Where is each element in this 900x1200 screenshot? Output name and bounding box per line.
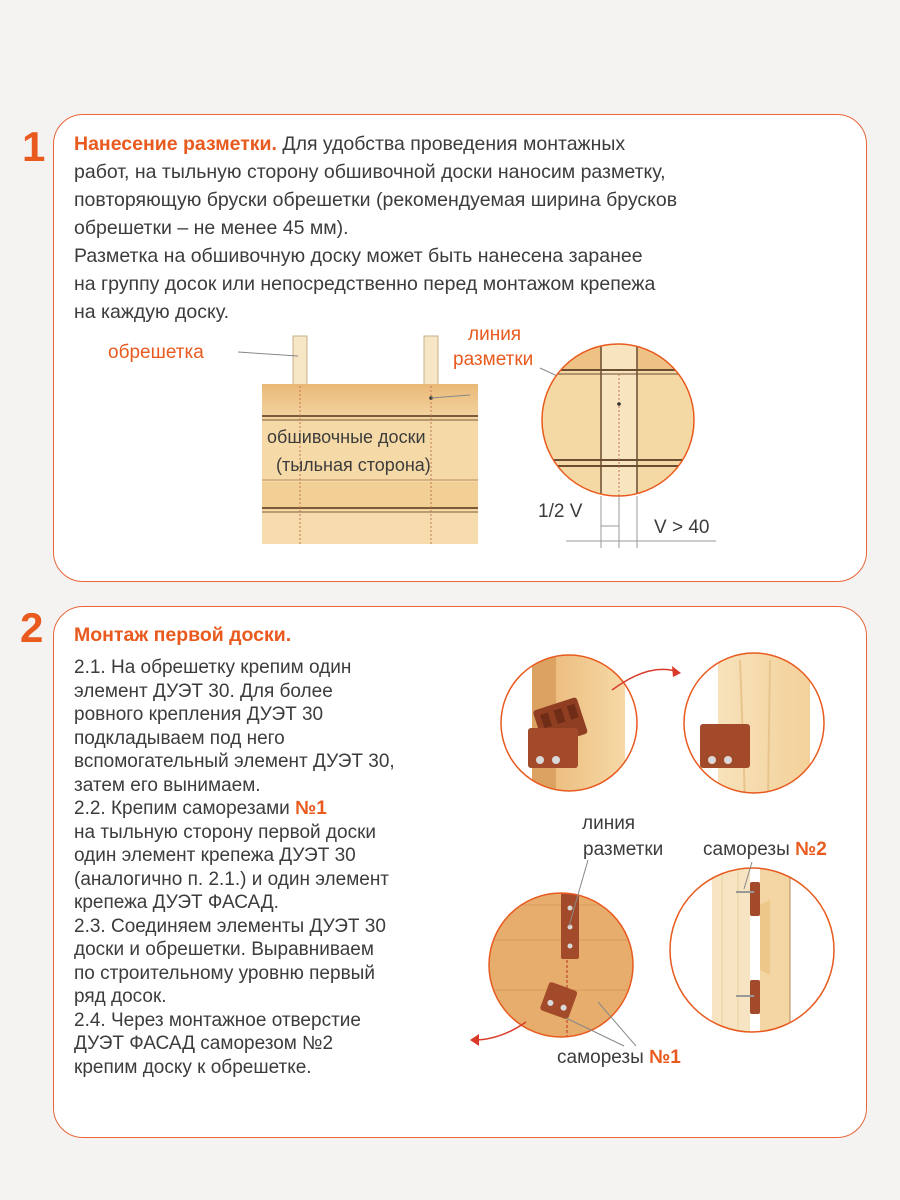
- step-2-line-16: 2.4. Через монтажное отверстие: [74, 1009, 361, 1031]
- circle-a-content: [495, 650, 645, 800]
- step-2-line-14: по строительному уровню первый: [74, 962, 375, 984]
- circle-d-content: [670, 868, 840, 1038]
- label-marking-line-2: разметки: [453, 349, 534, 370]
- step-2-line-6: затем его вынимаем.: [74, 774, 261, 796]
- label-half-v: 1/2 V: [538, 501, 583, 522]
- circle-c-content: [488, 890, 638, 1040]
- label-marking-1: линия: [582, 813, 636, 834]
- step-1-line-5: Разметка на обшивочную доску может быть нанесена заранее: [74, 245, 643, 267]
- step-1-line-1: Нанесение разметки. Для удобства проведения монтажных: [74, 133, 626, 155]
- step-1-line-6: на группу досок или непосредственно перед монтажом крепежа: [74, 273, 656, 295]
- step-2-line-7: 2.2. Крепим саморезами №1: [74, 798, 327, 819]
- label-v-gt-40: V > 40: [654, 517, 710, 538]
- step-2-line-11: крепежа ДУЭТ ФАСАД.: [74, 892, 279, 913]
- step-2-line-13: доски и обрешетки. Выравниваем: [74, 939, 374, 960]
- label-marking-line-1: линия: [468, 324, 522, 345]
- arrow-bottom: [474, 1022, 526, 1040]
- label-marking-2: разметки: [583, 839, 664, 860]
- step-2-title: Монтаж первой доски.: [74, 624, 292, 646]
- step-2-line-15: ряд досок.: [74, 986, 167, 1007]
- step-2-line-3: ровного крепления ДУЭТ 30: [74, 704, 324, 725]
- step-number-1: 1: [22, 123, 46, 170]
- label-screws-1: саморезы №1: [557, 1047, 681, 1068]
- step-2-line-12: 2.3. Соединяем элементы ДУЭТ 30: [74, 915, 386, 937]
- step-2-line-18: крепим доску к обрешетке.: [74, 1056, 312, 1078]
- label-boards-2: (тыльная сторона): [276, 455, 431, 475]
- step-2-line-10: (аналогично п. 2.1.) и один элемент: [74, 868, 390, 890]
- step-2-line-4: подкладываем под него: [74, 727, 285, 749]
- step-2-line-8: на тыльную сторону первой доски: [74, 821, 377, 843]
- step-2-line-5: вспомогательный элемент ДУЭТ 30,: [74, 751, 395, 772]
- step-2-line-9: один элемент крепежа ДУЭТ 30: [74, 845, 356, 866]
- circle-b-content: [680, 650, 830, 800]
- step-1-line-2: работ, на тыльную сторону обшивочной доски наносим разметку,: [74, 161, 666, 183]
- step-2-line-2: элемент ДУЭТ 30. Для более: [74, 680, 333, 702]
- step-2-line-1: 2.1. На обрешетку крепим один: [74, 657, 352, 678]
- step-1-line-3: повторяющую бруски обрешетки (рекомендуемая ширина брусков: [74, 189, 678, 211]
- step-2-line-17: ДУЭТ ФАСАД саморезом №2: [74, 1033, 334, 1054]
- label-batten: обрешетка: [108, 342, 204, 363]
- step-1-line-4: обрешетки – не менее 45 мм).: [74, 217, 349, 239]
- step-1-line-7: на каждую доску.: [74, 301, 229, 323]
- step-number-2: 2: [20, 604, 44, 651]
- label-boards-1: обшивочные доски: [267, 427, 426, 447]
- label-screws-2: саморезы №2: [703, 839, 827, 860]
- step-1-title: Нанесение разметки.: [74, 133, 277, 155]
